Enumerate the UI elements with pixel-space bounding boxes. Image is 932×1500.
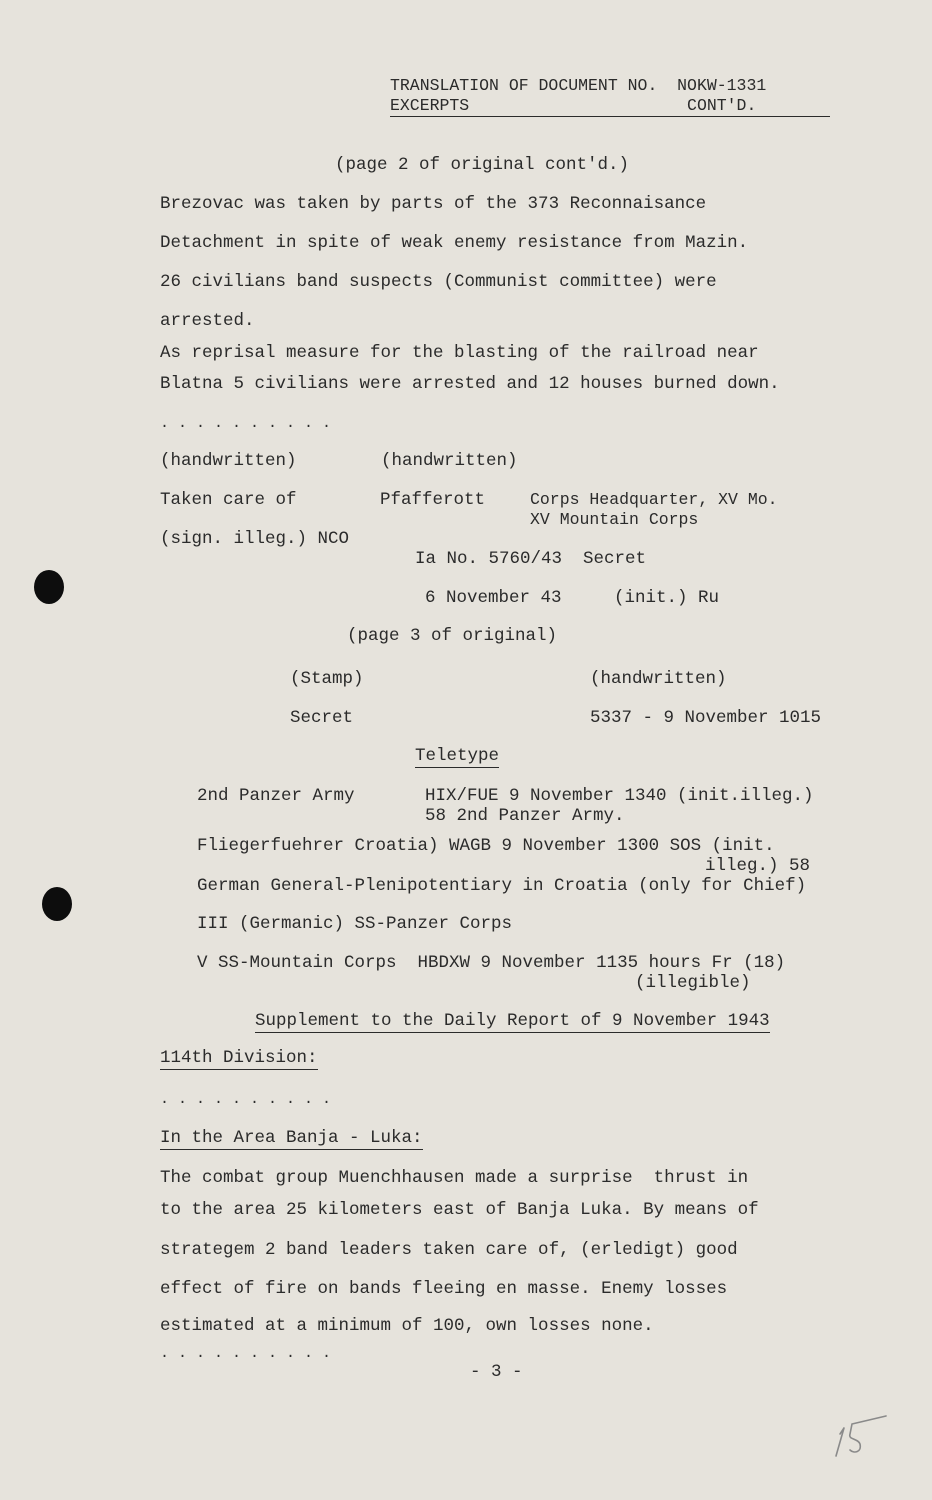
page-2-caption: (page 2 of original cont'd.)	[335, 155, 630, 175]
addressee-58: 58 2nd Panzer Army.	[425, 806, 625, 826]
pfafferott: Pfafferott	[380, 490, 486, 510]
omission-dots: . . . . . . . . . .	[160, 1345, 332, 1362]
body-line: As reprisal measure for the blasting of the railroad near	[160, 343, 759, 363]
omission-dots: . . . . . . . . . .	[160, 1091, 332, 1108]
taken-care-of: Taken care of	[160, 490, 297, 510]
body-line: arrested.	[160, 311, 255, 331]
secret-stamp: Secret	[290, 708, 354, 728]
addressee-2nd-panzer: 2nd Panzer Army	[197, 786, 355, 806]
addressee-hix-fue: HIX/FUE 9 November 1340 (init.illeg.)	[425, 786, 814, 806]
body-line: Brezovac was taken by parts of the 373 Reconnaisance	[160, 194, 707, 214]
body-line: Detachment in spite of weak enemy resistance from Mazin.	[160, 233, 749, 253]
header-line-2: EXCERPTS CONT'D.	[390, 96, 830, 117]
area-line: The combat group Muenchhausen made a surprise thrust in	[160, 1168, 749, 1188]
handwritten-label-1: (handwritten)	[160, 451, 297, 471]
addressee-v-ss-mountain: V SS-Mountain Corps HBDXW 9 November 1135 hours Fr (18)	[197, 953, 786, 973]
handwritten-page-mark-icon	[830, 1410, 890, 1460]
addressee-illegible: (illegible)	[635, 973, 751, 993]
date-line: 6 November 43 (init.) Ru	[425, 588, 720, 608]
punch-hole-top	[34, 570, 64, 604]
page-number: - 3 -	[470, 1362, 523, 1382]
addressee-german-general: German General-Plenipotentiary in Croatia (only for Chief)	[197, 876, 807, 896]
addressee-fliegerfuehrer: Fliegerfuehrer Croatia) WAGB 9 November 1300 SOS (init.	[197, 836, 775, 856]
supplement-heading: Supplement to the Daily Report of 9 November 1943	[255, 1011, 770, 1031]
stamp-label: (Stamp)	[290, 669, 364, 689]
signature-illegible: (sign. illeg.) NCO	[160, 529, 350, 549]
corps-headquarter: Corps Headquarter, XV Mo.	[530, 490, 778, 509]
teletype-heading: Teletype	[415, 746, 500, 766]
area-line: effect of fire on bands fleeing en masse. Enemy losses	[160, 1279, 728, 1299]
handwritten-label-3: (handwritten)	[590, 669, 727, 689]
division-heading: 114th Division:	[160, 1048, 318, 1068]
page-3-caption: (page 3 of original)	[347, 626, 558, 646]
body-line: 26 civilians band suspects (Communist committee) were	[160, 272, 717, 292]
handwritten-number: 5337 - 9 November 1015	[590, 708, 822, 728]
punch-hole-bottom	[42, 887, 72, 921]
area-line: strategem 2 band leaders taken care of, (erledigt) good	[160, 1240, 738, 1260]
omission-dots: . . . . . . . . . .	[160, 415, 332, 432]
area-heading: In the Area Banja - Luka:	[160, 1128, 423, 1148]
ia-number: Ia No. 5760/43 Secret	[415, 549, 647, 569]
xv-mountain-corps: XV Mountain Corps	[530, 510, 699, 529]
header-line-1: TRANSLATION OF DOCUMENT NO. NOKW-1331	[390, 76, 767, 95]
handwritten-label-2: (handwritten)	[381, 451, 518, 471]
addressee-illeg-58: illeg.) 58	[705, 856, 811, 876]
body-line: Blatna 5 civilians were arrested and 12 houses burned down.	[160, 374, 780, 394]
addressee-iii-germanic: III (Germanic) SS-Panzer Corps	[197, 914, 513, 934]
area-line: estimated at a minimum of 100, own losses none.	[160, 1316, 654, 1336]
area-line: to the area 25 kilometers east of Banja Luka. By means of	[160, 1200, 759, 1220]
